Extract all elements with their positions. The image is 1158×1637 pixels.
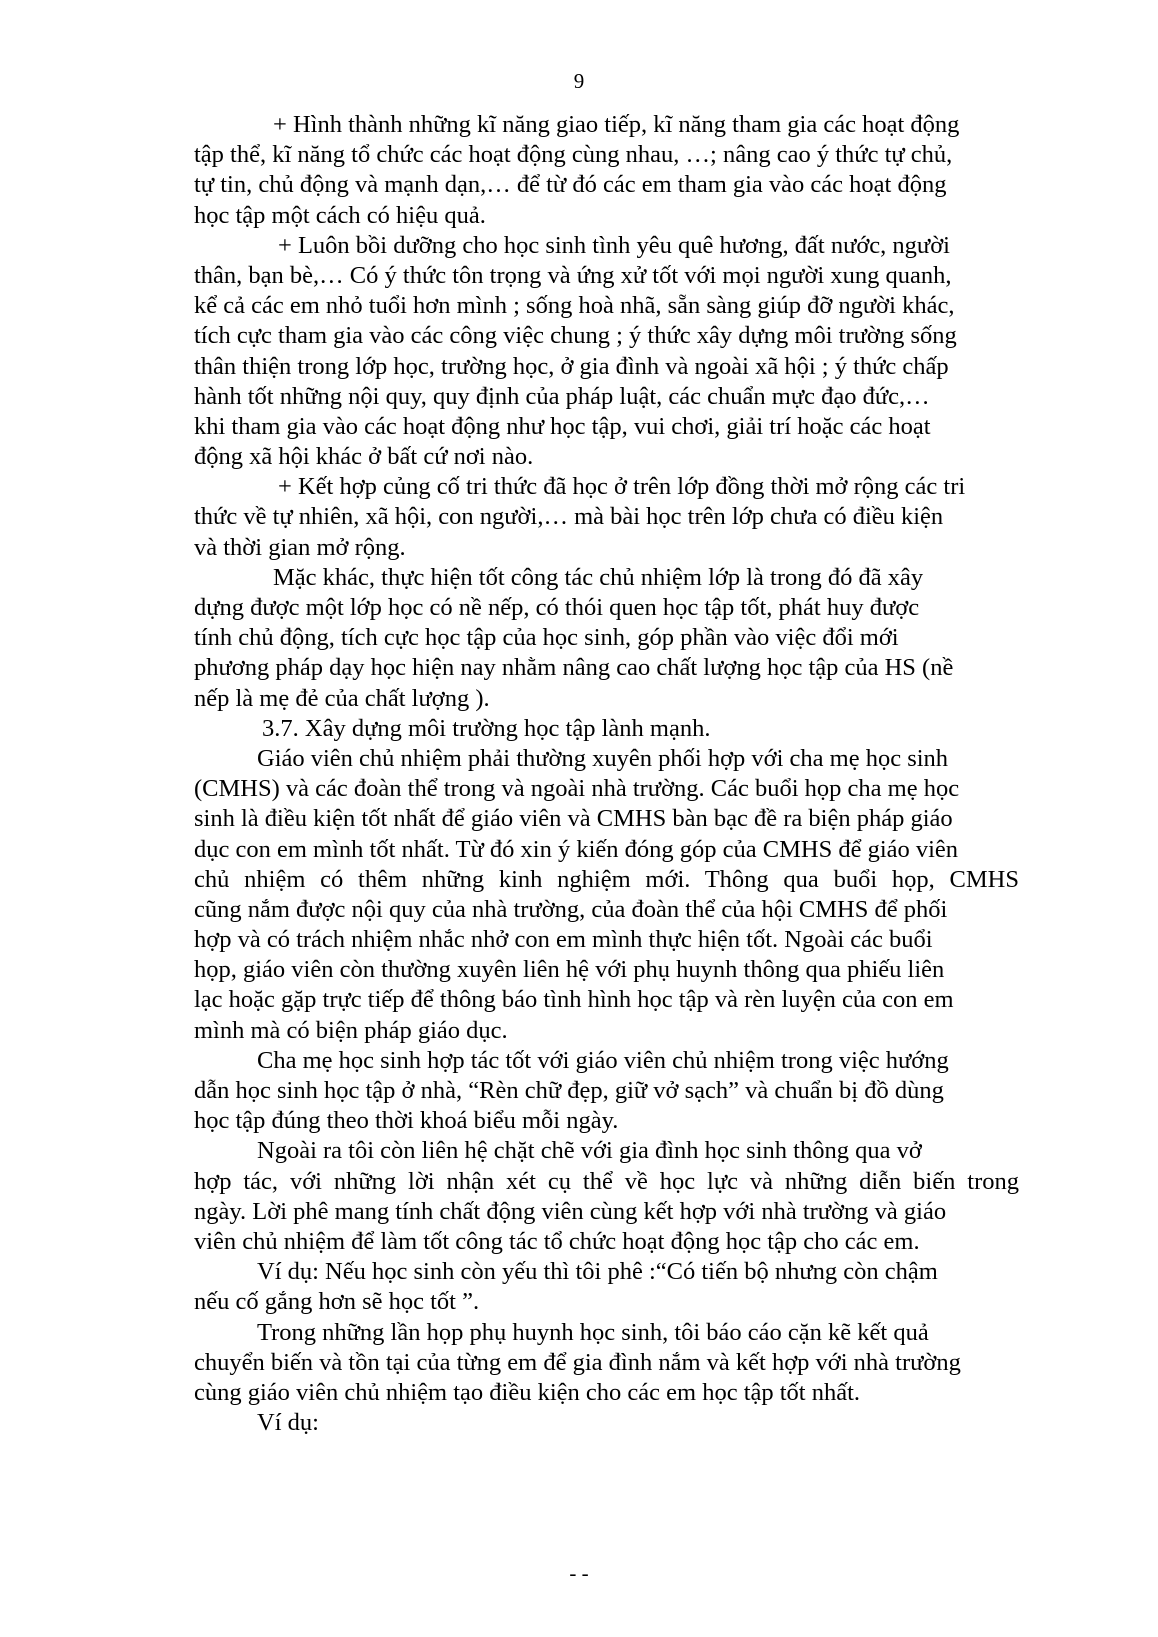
text-line: dục con em mình tốt nhất. Từ đó xin ý kiến đóng góp của CMHS để giáo viên (194, 835, 959, 863)
text-line: phương pháp dạy học hiện nay nhằm nâng cao chất lượng học tập của HS (nề (194, 654, 954, 682)
text-line: cũng nắm được nội quy của nhà trường, của đoàn thể của hội CMHS để phối (194, 895, 948, 923)
text-line: dẫn học sinh học tập ở nhà, “Rèn chữ đẹp, giữ vở sạch” và chuẩn bị đồ dùng (194, 1077, 944, 1104)
text-line: Giáo viên chủ nhiệm phải thường xuyên phối hợp với cha mẹ học sinh (257, 744, 949, 772)
text-line: học tập đúng theo thời khoá biểu mỗi ngày. (194, 1107, 619, 1135)
text-line: viên chủ nhiệm để làm tốt công tác tổ chức hoạt động học tập cho các em. (194, 1227, 920, 1255)
page-footer: - - (569, 1561, 589, 1585)
text-line: tính chủ động, tích cực học tập của học sinh, góp phần vào việc đổi mới (194, 624, 899, 652)
text-line: khi tham gia vào các hoạt động như học tập, vui chơi, giải trí hoặc các hoạt (194, 412, 931, 440)
text-line: + Kết hợp củng cố tri thức đã học ở trên lớp đồng thời mở rộng các tri (278, 473, 966, 501)
document-body (194, 110, 1019, 1438)
text-line: lạc hoặc gặp trực tiếp để thông báo tình hình học tập và rèn luyện của con em (194, 986, 954, 1014)
text-line: + Luôn bồi dưỡng cho học sinh tình yêu quê hương, đất nước, người (278, 231, 950, 259)
text-line: thức về tự nhiên, xã hội, con người,… mà bài học trên lớp chưa có điều kiện (194, 503, 944, 531)
text-line: hợp và có trách nhiệm nhắc nhở con em mình thực hiện tốt. Ngoài các buổi (194, 926, 933, 954)
text-line: Ngoài ra tôi còn liên hệ chặt chẽ với gia đình học sinh thông qua vở (257, 1137, 922, 1165)
text-line: Mặc khác, thực hiện tốt công tác chủ nhiệm lớp là trong đó đã xây (273, 563, 924, 591)
text-line: Trong những lần họp phụ huynh học sinh, tôi báo cáo cặn kẽ kết quả (257, 1318, 929, 1346)
text-line: dựng được một lớp học có nề nếp, có thói quen học tập tốt, phát huy được (194, 594, 920, 621)
text-line: 3.7. Xây dựng môi trường học tập lành mạnh. (262, 714, 711, 742)
text-line: tự tin, chủ động và mạnh dạn,… để từ đó các em tham gia vào các hoạt động (194, 171, 947, 199)
text-line: hành tốt những nội quy, quy định của pháp luật, các chuẩn mực đạo đức,… (194, 382, 930, 410)
page-number: 9 (573, 69, 585, 93)
text-line: nếp là mẹ đẻ của chất lượng ). (194, 684, 490, 712)
text-line: họp, giáo viên còn thường xuyên liên hệ với phụ huynh thông qua phiếu liên (194, 956, 945, 984)
text-line: thân, bạn bè,… Có ý thức tôn trọng và ứng xử tốt với mọi người xung quanh, (194, 261, 952, 289)
text-line: Ví dụ: (257, 1409, 319, 1437)
text-line: cùng giáo viên chủ nhiệm tạo điều kiện cho các em học tập tốt nhất. (194, 1378, 861, 1406)
text-line: nếu cố gắng hơn sẽ học tốt ”. (194, 1288, 480, 1316)
text-line: tích cực tham gia vào các công việc chung ; ý thức xây dựng môi trường sống (194, 322, 957, 350)
text-line: chủ nhiệm có thêm những kinh nghiệm mới. Thông qua buổi họp, CMHS (194, 865, 1019, 893)
text-line: hợp tác, với những lời nhận xét cụ thể về học lực và những diễn biến trong (194, 1167, 1019, 1195)
text-line: mình mà có biện pháp giáo dục. (194, 1016, 508, 1044)
text-line: (CMHS) và các đoàn thể trong và ngoài nhà trường. Các buổi họp cha mẹ học (194, 775, 960, 803)
text-line: kể cả các em nhỏ tuổi hơn mình ; sống hoà nhã, sẵn sàng giúp đỡ người khác, (194, 292, 955, 320)
text-line: + Hình thành những kĩ năng giao tiếp, kĩ năng tham gia các hoạt động (273, 111, 960, 138)
text-line: và thời gian mở rộng. (194, 533, 406, 561)
text-line: thân thiện trong lớp học, trường học, ở gia đình và ngoài xã hội ; ý thức chấp (194, 352, 949, 380)
text-line: tập thể, kĩ năng tổ chức các hoạt động cùng nhau, …; nâng cao ý thức tự chủ, (194, 141, 953, 169)
text-line: ngày. Lời phê mang tính chất động viên cùng kết hợp với nhà trường và giáo (194, 1197, 947, 1225)
text-line: chuyển biến và tồn tại của từng em để gia đình nắm và kết hợp với nhà trường (194, 1348, 961, 1376)
text-line: học tập một cách có hiệu quả. (194, 201, 486, 229)
text-line: sinh là điều kiện tốt nhất để giáo viên và CMHS bàn bạc đề ra biện pháp giáo (194, 805, 953, 833)
text-line: động xã hội khác ở bất cứ nơi nào. (194, 443, 534, 471)
text-line: Cha mẹ học sinh hợp tác tốt với giáo viên chủ nhiệm trong việc hướng (257, 1046, 949, 1074)
text-line: Ví dụ: Nếu học sinh còn yếu thì tôi phê :“Có tiến bộ nhưng còn chậm (257, 1258, 938, 1286)
